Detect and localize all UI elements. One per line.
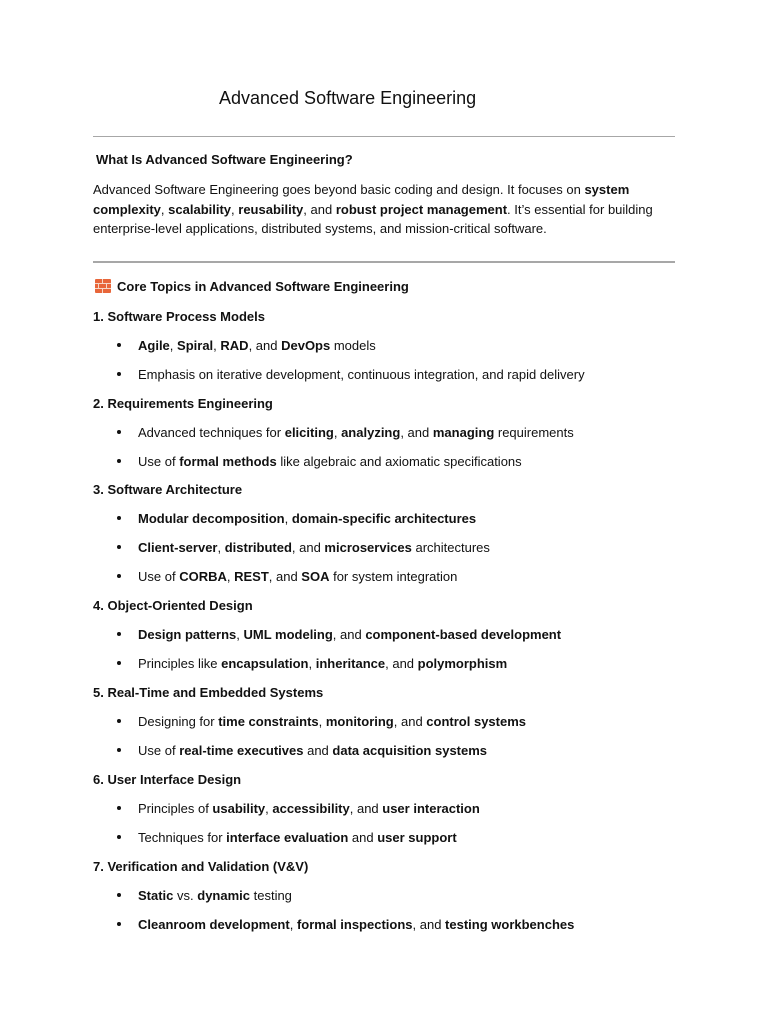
text: , and xyxy=(268,569,302,584)
bold-text: time constraints xyxy=(218,714,319,729)
bold-text: component-based development xyxy=(365,627,562,642)
text: , xyxy=(289,917,297,932)
text: , xyxy=(318,714,326,729)
text: vs. xyxy=(173,888,198,903)
text: , xyxy=(169,338,178,353)
bullet-icon xyxy=(117,719,121,723)
bullet-icon xyxy=(117,459,121,463)
text: architectures xyxy=(411,540,490,555)
bullet-item xyxy=(117,540,490,555)
text: like algebraic and axiomatic specifications xyxy=(276,454,522,469)
bullet-item xyxy=(117,367,585,382)
text: testing xyxy=(250,888,292,903)
bold-text: testing workbenches xyxy=(445,917,575,932)
text: , xyxy=(213,338,221,353)
text: Principles like xyxy=(138,656,222,671)
text: , and xyxy=(291,540,325,555)
bullet-icon xyxy=(117,893,121,897)
text: and xyxy=(348,830,378,845)
bold-text: accessibility xyxy=(272,801,350,816)
text: Use of xyxy=(138,743,180,758)
bullet-item xyxy=(117,743,487,758)
bold-text: Design patterns xyxy=(138,627,237,642)
text: Designing for xyxy=(138,714,219,729)
topic-title: 2. Requirements Engineering xyxy=(93,396,273,411)
bold-text: distributed xyxy=(224,540,292,555)
bold-text: reusability xyxy=(238,201,304,217)
text: for system integration xyxy=(329,569,458,584)
text: , and xyxy=(412,917,446,932)
bold-text: eliciting xyxy=(284,425,334,440)
text: , and xyxy=(248,338,282,353)
bullet-icon xyxy=(117,922,121,926)
bold-text: formal methods xyxy=(179,454,277,469)
bold-text: Agile xyxy=(138,338,170,353)
bold-text: microservices xyxy=(324,540,412,555)
text: Use of xyxy=(138,454,180,469)
bold-text: SOA xyxy=(301,569,330,584)
brick-icon xyxy=(95,279,111,293)
bold-text: real-time executives xyxy=(179,743,304,758)
text: , and xyxy=(385,656,418,671)
bullet-item xyxy=(117,656,507,671)
bold-text: Spiral xyxy=(177,338,214,353)
bold-text: robust project management xyxy=(335,201,508,217)
bold-text: Cleanroom development xyxy=(138,917,290,932)
text: , xyxy=(284,511,292,526)
bold-text: user interaction xyxy=(382,801,480,816)
topic-title: 7. Verification and Validation (V&V) xyxy=(93,859,309,874)
topic-title: 5. Real-Time and Embedded Systems xyxy=(93,685,324,700)
text: Use of xyxy=(138,569,180,584)
bold-text: Modular decomposition xyxy=(138,511,285,526)
text: Techniques for xyxy=(138,830,227,845)
text: , xyxy=(217,540,225,555)
bold-text: DevOps xyxy=(281,338,331,353)
bold-text: monitoring xyxy=(325,714,394,729)
bullet-icon xyxy=(117,372,121,376)
topic-title: 6. User Interface Design xyxy=(93,772,242,787)
text: , and xyxy=(400,425,433,440)
bold-text: data acquisition systems xyxy=(332,743,488,758)
bold-text: usability xyxy=(212,801,266,816)
bold-text: domain-specific architectures xyxy=(291,511,477,526)
bullet-item xyxy=(117,569,457,584)
text: , xyxy=(231,201,239,217)
core-topics-heading xyxy=(95,279,409,294)
text: Emphasis on iterative development, continuous integration, and rapid delivery xyxy=(138,367,585,382)
intro-paragraph xyxy=(93,180,675,239)
bullet-item xyxy=(117,714,526,729)
bullet-icon xyxy=(117,632,121,636)
text: , xyxy=(226,569,235,584)
topic-title: 3. Software Architecture xyxy=(93,482,243,497)
document-title: Advanced Software Engineering xyxy=(219,88,477,108)
text: Advanced techniques for xyxy=(138,425,285,440)
bullet-icon xyxy=(117,343,121,347)
bold-text: polymorphism xyxy=(417,656,508,671)
bullet-item xyxy=(117,917,574,932)
bullet-icon xyxy=(117,430,121,434)
bold-text: user support xyxy=(377,830,457,845)
bold-text: dynamic xyxy=(197,888,250,903)
text: , and xyxy=(303,201,336,217)
text: , xyxy=(265,801,273,816)
bold-text: encapsulation xyxy=(221,656,309,671)
text: , xyxy=(333,425,342,440)
bullet-icon xyxy=(117,574,121,578)
topic-title: 1. Software Process Models xyxy=(93,309,265,324)
text: Advanced Software Engineering goes beyond basic coding and design. It focuses on xyxy=(93,182,585,197)
bold-text: control systems xyxy=(426,714,526,729)
bold-text: scalability xyxy=(168,201,232,217)
text: , xyxy=(160,201,169,217)
bold-text: system complexity xyxy=(93,182,630,217)
bullet-item xyxy=(117,888,292,903)
text: , and xyxy=(393,714,427,729)
intro-heading: What Is Advanced Software Engineering? xyxy=(96,152,353,167)
text: , and xyxy=(349,801,383,816)
bold-text: Static xyxy=(138,888,174,903)
text: models xyxy=(330,338,376,353)
bold-text: Client-server xyxy=(138,540,218,555)
bullet-item xyxy=(117,801,480,816)
bullet-item xyxy=(117,338,376,353)
bold-text: CORBA xyxy=(179,569,227,584)
topic-title: 4. Object-Oriented Design xyxy=(93,598,253,613)
divider-top xyxy=(93,136,675,137)
bullet-icon xyxy=(117,748,121,752)
divider-middle xyxy=(93,261,675,263)
bold-text: RAD xyxy=(220,338,249,353)
text: requirements xyxy=(494,425,574,440)
text: . It’s essential for building enterprise-level applications, distributed systems, and mission-critical software. xyxy=(93,201,653,236)
bullet-item xyxy=(117,425,574,440)
bold-text: UML modeling xyxy=(243,627,333,642)
bullet-icon xyxy=(117,661,121,665)
bullet-item xyxy=(117,627,561,642)
bullet-icon xyxy=(117,516,121,520)
core-topics-heading-text: Core Topics in Advanced Software Engineering xyxy=(117,279,409,294)
bullet-item xyxy=(117,454,522,469)
bold-text: analyzing xyxy=(341,425,401,440)
text: , and xyxy=(332,627,366,642)
bold-text: inheritance xyxy=(315,656,386,671)
bold-text: interface evaluation xyxy=(226,830,349,845)
text: , xyxy=(308,656,316,671)
bullet-icon xyxy=(117,835,121,839)
bullet-item xyxy=(117,511,476,526)
bullet-item xyxy=(117,830,457,845)
text: Principles of xyxy=(138,801,213,816)
bullet-icon xyxy=(117,806,121,810)
bold-text: REST xyxy=(234,569,269,584)
bullet-icon xyxy=(117,545,121,549)
text: , xyxy=(236,627,244,642)
text: and xyxy=(303,743,333,758)
bold-text: managing xyxy=(432,425,495,440)
bold-text: formal inspections xyxy=(296,917,413,932)
